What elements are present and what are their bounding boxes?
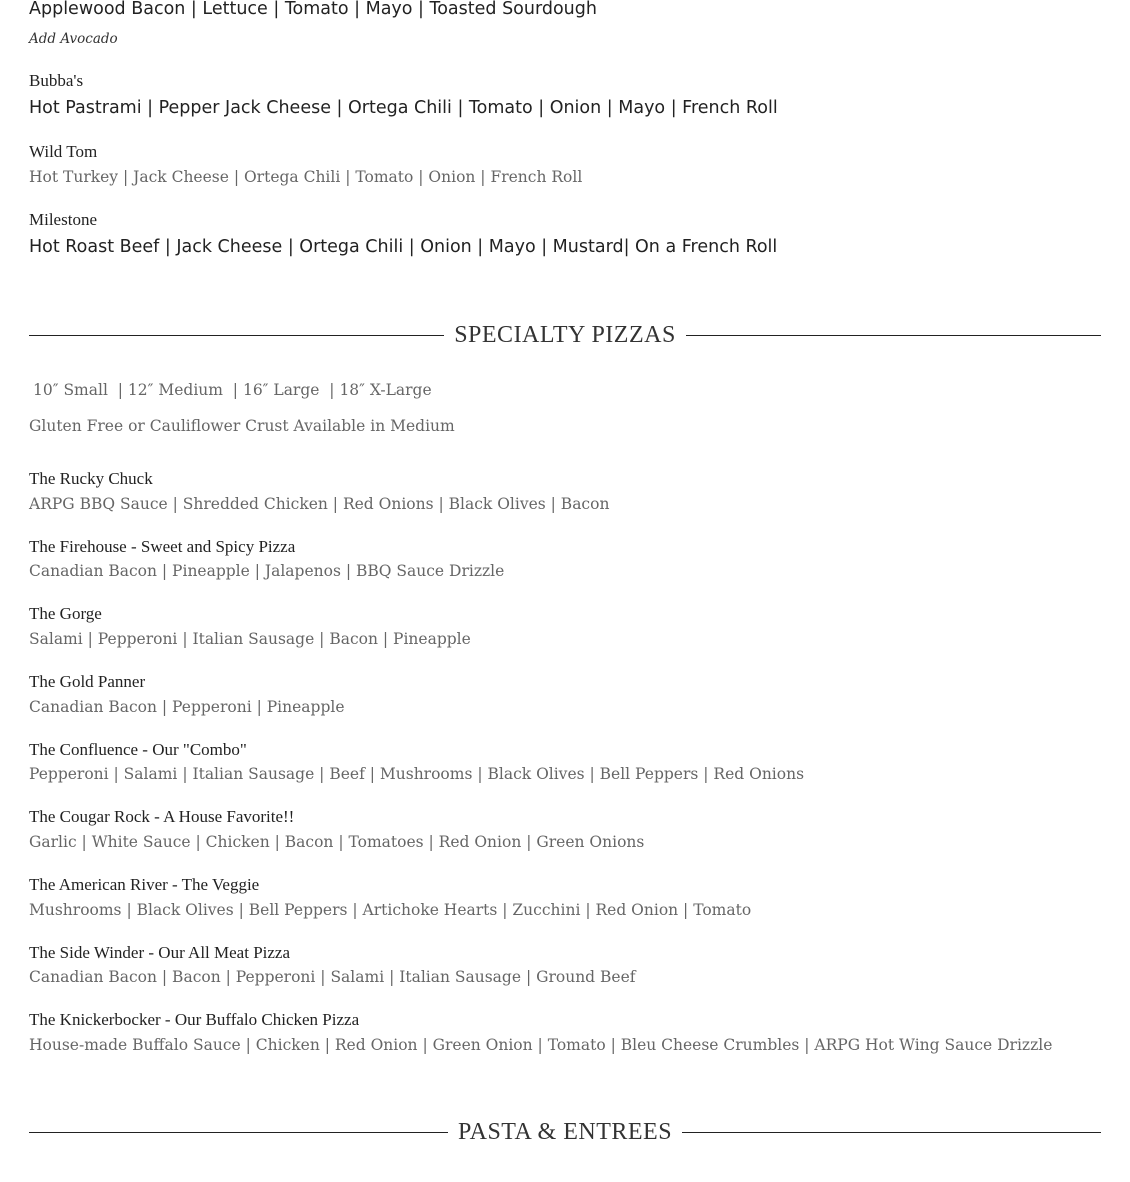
sandwich-addon-avocado: Add Avocado	[29, 31, 118, 47]
crust-note: Gluten Free or Cauliflower Crust Available in Medium	[29, 417, 455, 435]
section-title: PASTA & ENTREES	[457, 1119, 673, 1145]
pizza-name: The Gold Panner	[29, 672, 146, 691]
sandwich-name-milestone: Milestone	[29, 210, 97, 229]
pizza-sizes: 10″ Small | 12″ Medium | 16″ Large | 18″ X-Large	[33, 381, 432, 399]
sandwich-desc-bubbas: Hot Pastrami | Pepper Jack Cheese | Ortega Chili | Tomato | Onion | Mayo | French Roll	[29, 98, 778, 118]
divider-line-right	[686, 335, 1101, 336]
pizza-name: The American River - The Veggie	[29, 875, 260, 894]
sandwich-desc-milestone: Hot Roast Beef | Jack Cheese | Ortega Chili | Onion | Mayo | Mustard| On a French Roll	[29, 237, 778, 257]
pizza-desc: Salami | Pepperoni | Italian Sausage | Bacon | Pineapple	[29, 630, 471, 648]
pizza-name: The Knickerbocker - Our Buffalo Chicken Pizza	[29, 1010, 360, 1029]
pizza-desc: Canadian Bacon | Bacon | Pepperoni | Salami | Italian Sausage | Ground Beef	[29, 968, 636, 986]
pizza-name: The Cougar Rock - A House Favorite!!	[29, 807, 295, 826]
divider-line-left	[29, 1132, 448, 1133]
sandwich-desc-first: Applewood Bacon | Lettuce | Tomato | Mayo | Toasted Sourdough	[29, 0, 597, 19]
pizza-desc: Canadian Bacon | Pepperoni | Pineapple	[29, 698, 345, 716]
pizza-name: The Gorge	[29, 604, 102, 623]
pizza-desc: House-made Buffalo Sauce | Chicken | Red Onion | Green Onion | Tomato | Bleu Cheese Crumbles | ARPG Hot Wing Sauce Drizzle	[29, 1036, 1053, 1054]
pizza-name: The Side Winder - Our All Meat Pizza	[29, 943, 291, 962]
sandwich-name-bubbas: Bubba's	[29, 71, 84, 90]
section-heading-specialty-pizzas	[29, 320, 1101, 350]
sandwich-name-wild-tom: Wild Tom	[29, 142, 98, 161]
divider-line-right	[682, 1132, 1101, 1133]
sandwich-desc-wild-tom: Hot Turkey | Jack Cheese | Ortega Chili | Tomato | Onion | French Roll	[29, 168, 583, 186]
section-heading-pasta-entrees	[29, 1117, 1101, 1147]
pizza-name: The Rucky Chuck	[29, 469, 153, 488]
pizza-name: The Firehouse - Sweet and Spicy Pizza	[29, 537, 296, 556]
pizza-desc: Canadian Bacon | Pineapple | Jalapenos | BBQ Sauce Drizzle	[29, 562, 505, 580]
pizza-desc: Garlic | White Sauce | Chicken | Bacon | Tomatoes | Red Onion | Green Onions	[29, 833, 645, 851]
divider-line-left	[29, 335, 444, 336]
pizza-desc: Mushrooms | Black Olives | Bell Peppers | Artichoke Hearts | Zucchini | Red Onion | Tomato	[29, 901, 752, 919]
pizza-name: The Confluence - Our "Combo"	[29, 740, 247, 759]
pizza-desc: Pepperoni | Salami | Italian Sausage | Beef | Mushrooms | Black Olives | Bell Peppers | Red Onions	[29, 765, 805, 783]
section-title: SPECIALTY PIZZAS	[454, 322, 676, 348]
pizza-desc: ARPG BBQ Sauce | Shredded Chicken | Red Onions | Black Olives | Bacon	[29, 495, 610, 513]
